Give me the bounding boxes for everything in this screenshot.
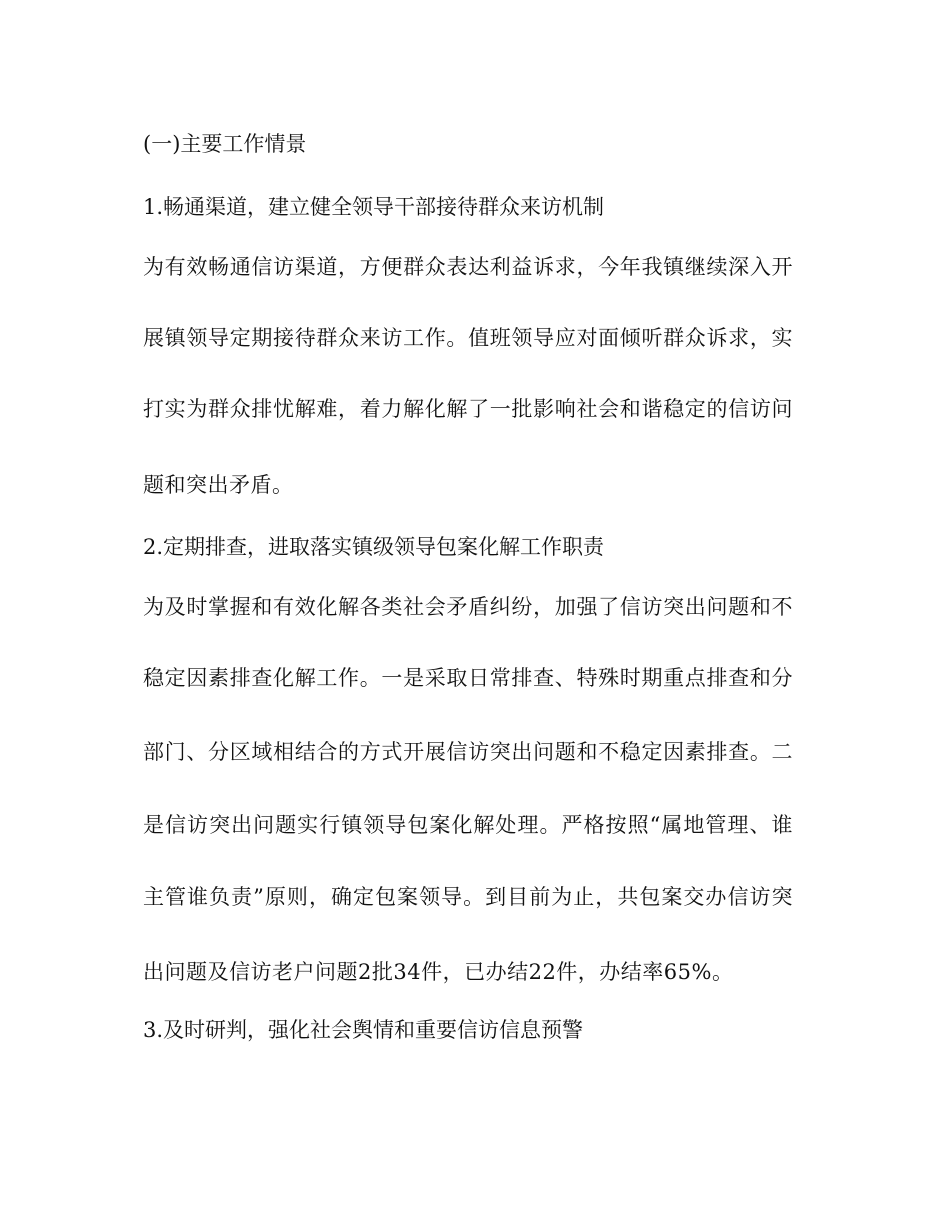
item-3-heading: 3.及时研判，强化社会舆情和重要信访信息预警: [143, 1018, 584, 1042]
item-1-line-1: 为有效畅通信访渠道，方便群众表达利益诉求，今年我镇继续深入开: [143, 255, 793, 279]
item-2-line-1: 为及时掌握和有效化解各类社会矛盾纠纷，加强了信访突出问题和不: [143, 595, 793, 619]
item-1-line-2: 展镇领导定期接待群众来访工作。值班领导应对面倾听群众诉求，实: [143, 326, 793, 350]
item-1-heading: 1.畅通渠道，建立健全领导干部接待群众来访机制: [143, 195, 605, 219]
item-2-line-5: 主管谁负责”原则，确定包案领导。到目前为止，共包案交办信访突: [143, 885, 793, 909]
item-2-line-6: 出问题及信访老户问题2批34件，已办结22件，办结率65%。: [143, 960, 734, 984]
item-2-line-4: 是信访突出问题实行镇领导包案化解处理。严格按照“属地管理、谁: [143, 813, 793, 837]
item-2-line-3: 部门、分区域相结合的方式开展信访突出问题和不稳定因素排查。二: [143, 740, 793, 764]
item-1-line-4: 题和突出矛盾。: [143, 473, 294, 497]
item-2-line-2: 稳定因素排查化解工作。一是采取日常排查、特殊时期重点排查和分: [143, 666, 793, 690]
item-2-heading: 2.定期排查，进取落实镇级领导包案化解工作职责: [143, 535, 605, 559]
item-1-line-3: 打实为群众排忧解难，着力解化解了一批影响社会和谐稳定的信访问: [143, 397, 793, 421]
section-heading: (一)主要工作情景: [143, 132, 307, 156]
